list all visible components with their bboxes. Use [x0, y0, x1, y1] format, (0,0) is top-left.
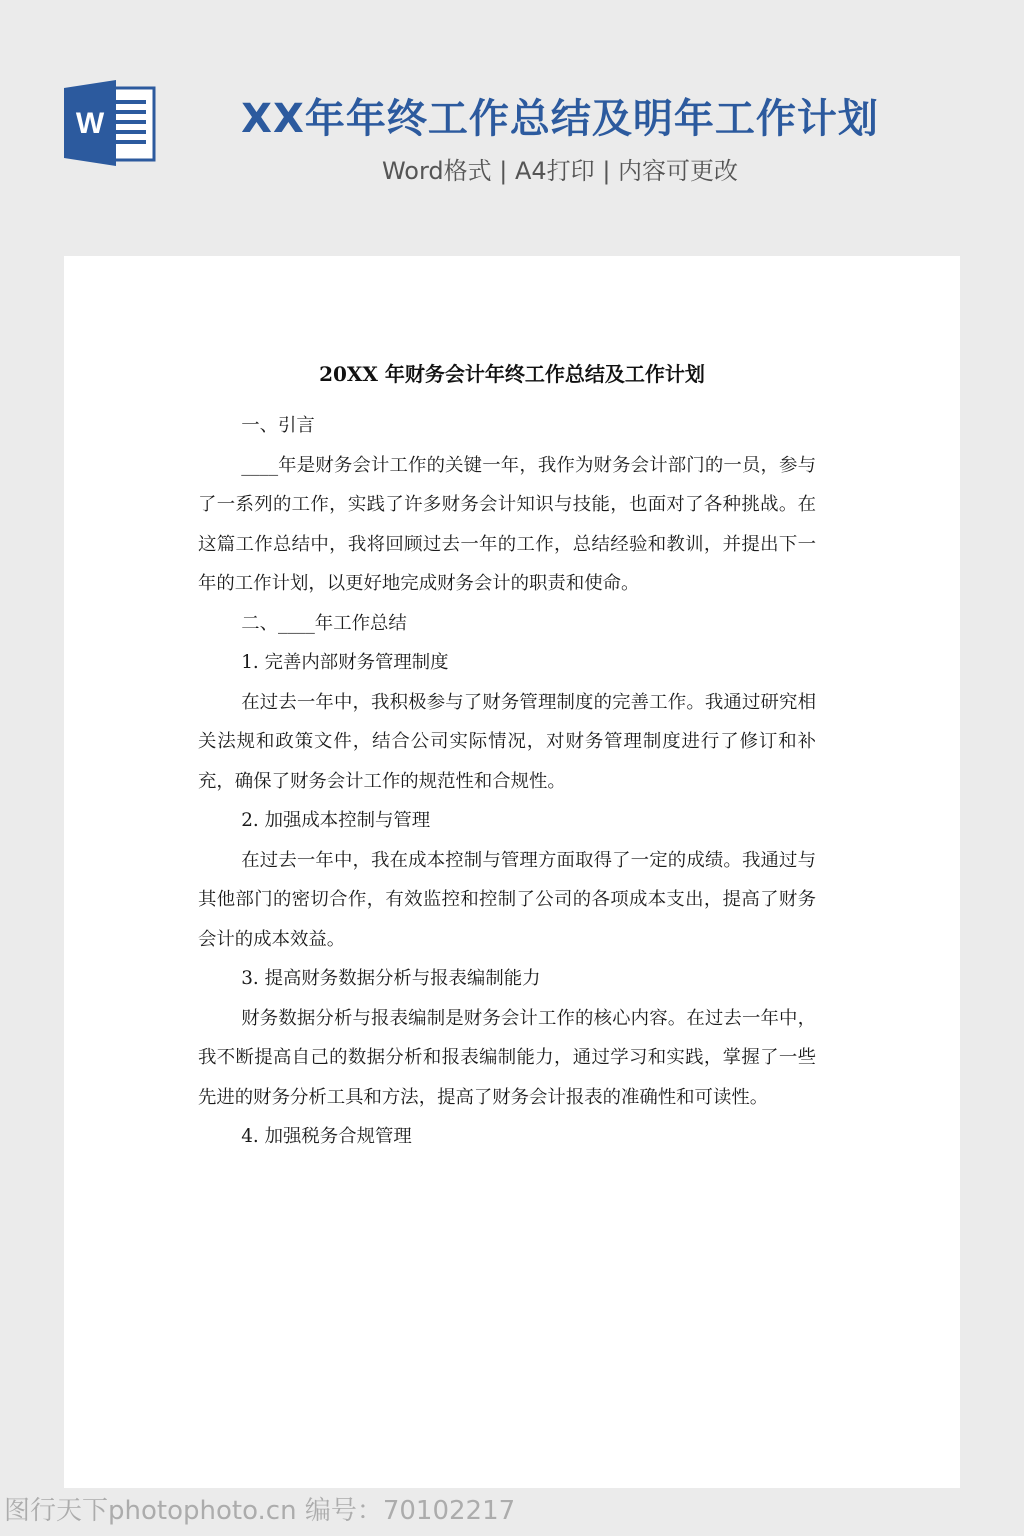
banner-subtitle: Word格式 | A4打印 | 内容可更改	[381, 157, 739, 185]
paragraph: 在过去一年中，我积极参与了财务管理制度的完善工作。我通过研究相关法规和政策文件，结合公司实际情况，对财务管理制度进行了修订和补充，确保了财务会计工作的规范性和合规性。	[198, 691, 816, 792]
document-body	[198, 406, 816, 1157]
word-icon	[64, 80, 156, 166]
document-page	[64, 256, 960, 1488]
paragraph: 在过去一年中，我在成本控制与管理方面取得了一定的成绩。我通过与其他部门的密切合作，有效监控和控制了公司的各项成本支出，提高了财务会计的成本效益。	[198, 849, 816, 950]
banner-title: XX年年终工作总结及明年工作计划	[241, 96, 879, 142]
paragraph: ____年是财务会计工作的关键一年，我作为财务会计部门的一员，参与了一系列的工作，实践了许多财务会计知识与技能，也面对了各种挑战。在这篇工作总结中，我将回顾过去一年的工作，总结经验和教训，并提出下一年的工作计划，以更好地完成财务会计的职责和使命。	[198, 454, 816, 594]
header-banner	[0, 0, 1024, 230]
document-title: 20XX 年财务会计年终工作总结及工作计划	[319, 362, 705, 386]
subsection-heading: 2. 加强成本控制与管理	[241, 810, 431, 831]
subsection-heading: 1. 完善内部财务管理制度	[241, 652, 449, 673]
section-heading: 一、引言	[241, 415, 315, 436]
section-heading: 二、____年工作总结	[241, 612, 407, 634]
subsection-heading: 4. 加强税务合规管理	[241, 1126, 412, 1147]
watermark: 图行天下photophoto.cn 编号：70102217	[4, 1496, 516, 1526]
subsection-heading: 3. 提高财务数据分析与报表编制能力	[241, 968, 541, 989]
word-icon-letter: W	[75, 107, 105, 140]
paragraph: 财务数据分析与报表编制是财务会计工作的核心内容。在过去一年中，我不断提高自己的数据分析和报表编制能力，通过学习和实践，掌握了一些先进的财务分析工具和方法，提高了财务会计报表的准确性和可读性。	[198, 1007, 816, 1108]
